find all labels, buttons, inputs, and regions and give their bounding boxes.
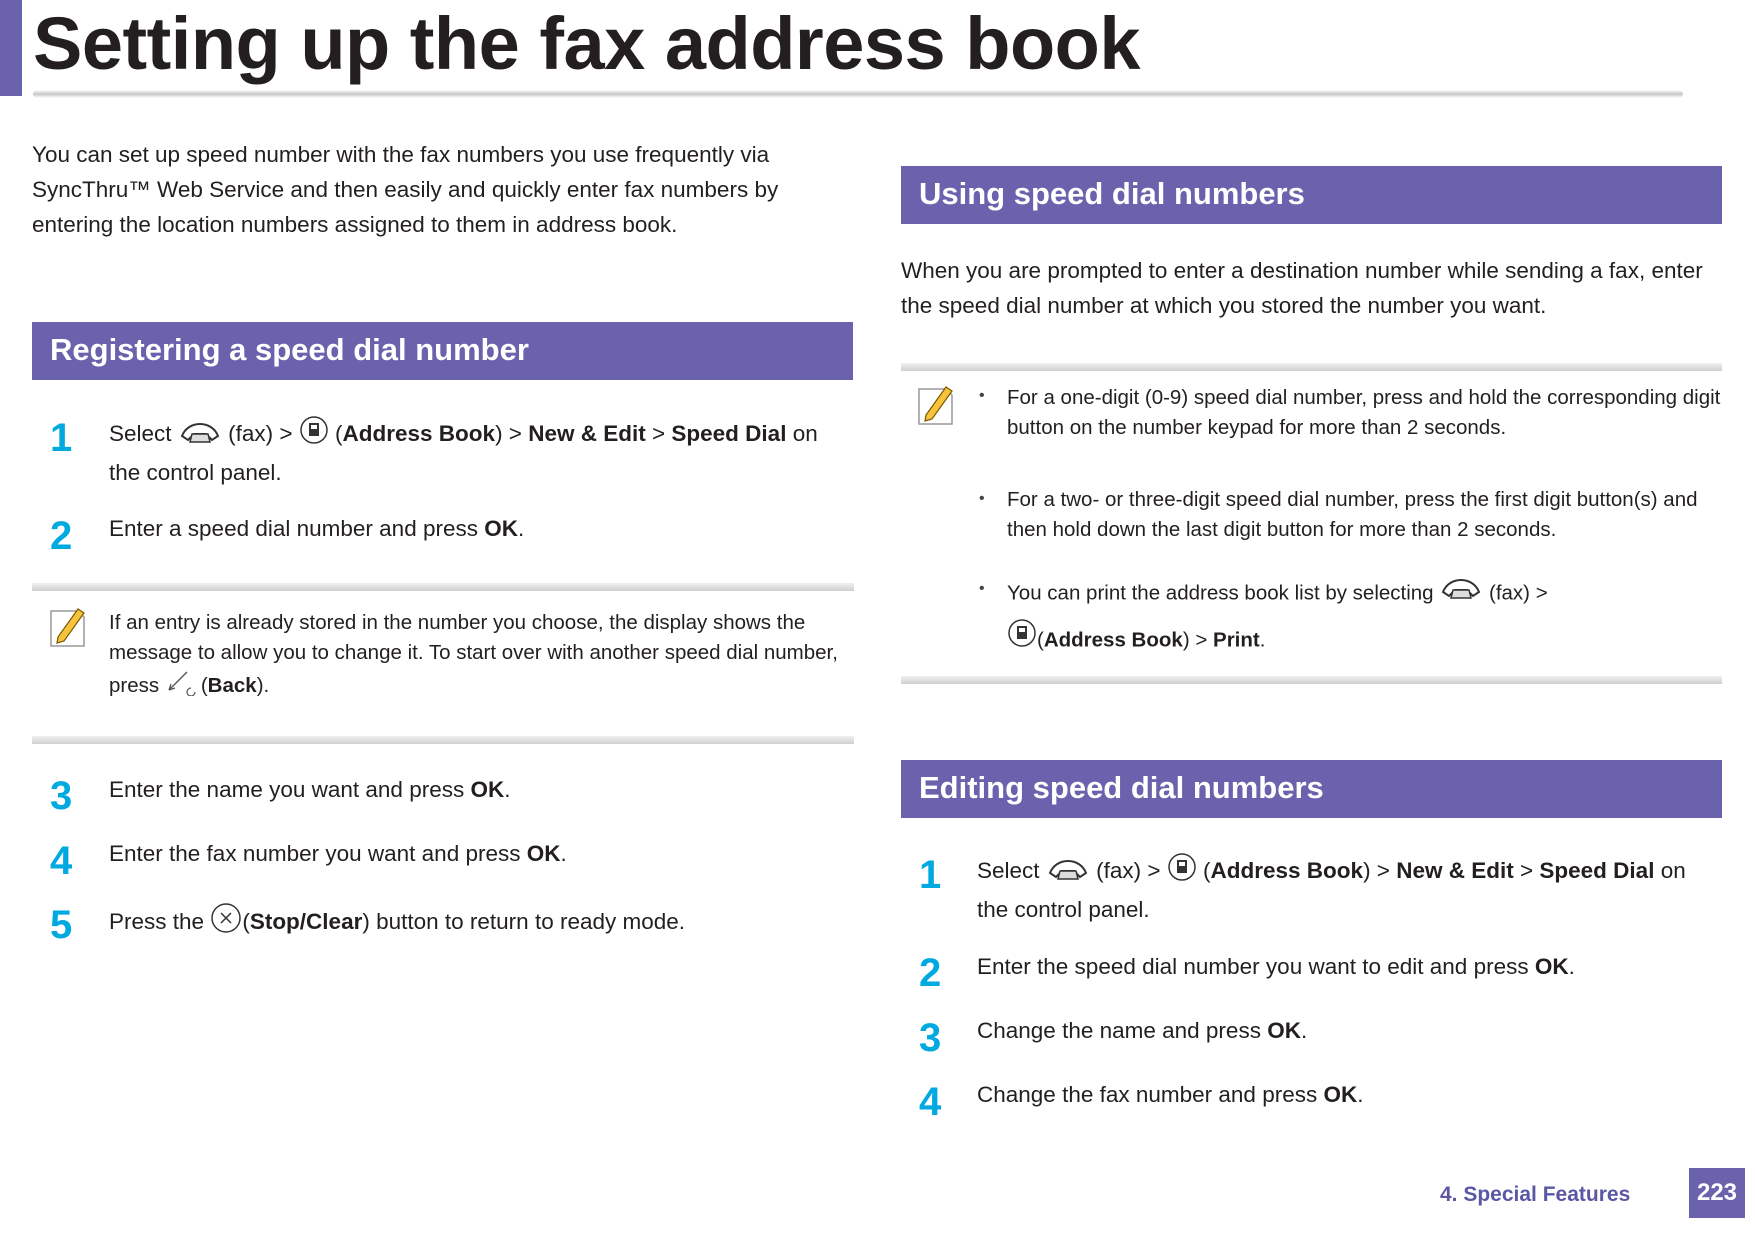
note-bottom-bar (32, 736, 854, 744)
note-top-bar (901, 363, 1722, 371)
step-number: 4 (919, 1080, 942, 1124)
section-heading-editing: Editing speed dial numbers (901, 760, 1722, 818)
address-book-icon (1167, 852, 1197, 892)
page-title: Setting up the fax address book (33, 2, 1141, 85)
step-text: Enter the speed dial number you want to edit and press OK. (977, 954, 1575, 979)
step-text: Change the fax number and press OK. (977, 1082, 1364, 1107)
bullet-marker: • (979, 490, 985, 507)
using-paragraph: When you are prompted to enter a destination number while sending a fax, enter the speed dial number at which you stored the number you want. (901, 258, 1703, 318)
section-heading-using: Using speed dial numbers (901, 166, 1722, 224)
footer-section-label: 4. Special Features (1440, 1183, 1631, 1206)
bullet-marker: • (979, 580, 985, 597)
address-book-icon (1007, 618, 1037, 664)
note-bottom-bar (901, 676, 1722, 684)
note-bullet-text: For a one-digit (0-9) speed dial number, press and hold the corresponding digit button on the number keypad for more than 2 seconds. (1007, 386, 1721, 439)
address-book-icon (299, 415, 329, 455)
fax-icon (1439, 570, 1483, 618)
note-pencil-icon (48, 605, 88, 654)
section-heading-registering: Registering a speed dial number (32, 322, 853, 380)
step-number: 1 (50, 416, 73, 460)
bullet-marker: • (979, 387, 985, 404)
fax-icon (1046, 851, 1090, 893)
step-text: Select (fax) > (Address Book) > New & Edit > Speed Dial on the control panel. (977, 851, 1722, 927)
note-bullet-text: For a two- or three-digit speed dial number, press the first digit button(s) and then hold down the last digit button for more than 2 seconds. (1007, 488, 1698, 541)
step-number: 4 (50, 839, 73, 883)
step-text: Enter a speed dial number and press OK. (109, 516, 525, 541)
step-text: Change the name and press OK. (977, 1018, 1308, 1043)
step-number: 2 (919, 951, 942, 995)
stop-clear-icon (210, 902, 242, 944)
note-pencil-icon (916, 383, 956, 432)
step-number: 3 (50, 774, 73, 818)
page-number: 223 (1689, 1168, 1745, 1218)
step-text: Press the (Stop/Clear) button to return to ready mode. (109, 902, 854, 944)
note-top-bar (32, 583, 854, 591)
intro-paragraph: You can set up speed number with the fax numbers you use frequently via SyncThru™ Web Service and then easily and quickly enter fax numbers by entering the location numbers assigned to them in address book. (32, 142, 779, 237)
back-icon (165, 668, 201, 705)
fax-icon (178, 414, 222, 456)
note-text: If an entry is already stored in the number you choose, the display shows the message to allow you to change it. To start over with another speed dial number, press (Back). (109, 608, 854, 705)
title-divider (33, 90, 1683, 98)
step-number: 5 (50, 903, 73, 947)
step-text: Enter the fax number you want and press OK. (109, 841, 567, 866)
step-number: 1 (919, 853, 942, 897)
step-number: 2 (50, 514, 73, 558)
step-number: 3 (919, 1016, 942, 1060)
title-accent-bar (0, 0, 22, 96)
note-bullet-text: You can print the address book list by selecting (fax) > (Address Book) > Print. (1007, 570, 1722, 664)
step-text: Select (fax) > (Address Book) > New & Edit > Speed Dial on the control panel. (109, 414, 854, 490)
step-text: Enter the name you want and press OK. (109, 777, 511, 802)
